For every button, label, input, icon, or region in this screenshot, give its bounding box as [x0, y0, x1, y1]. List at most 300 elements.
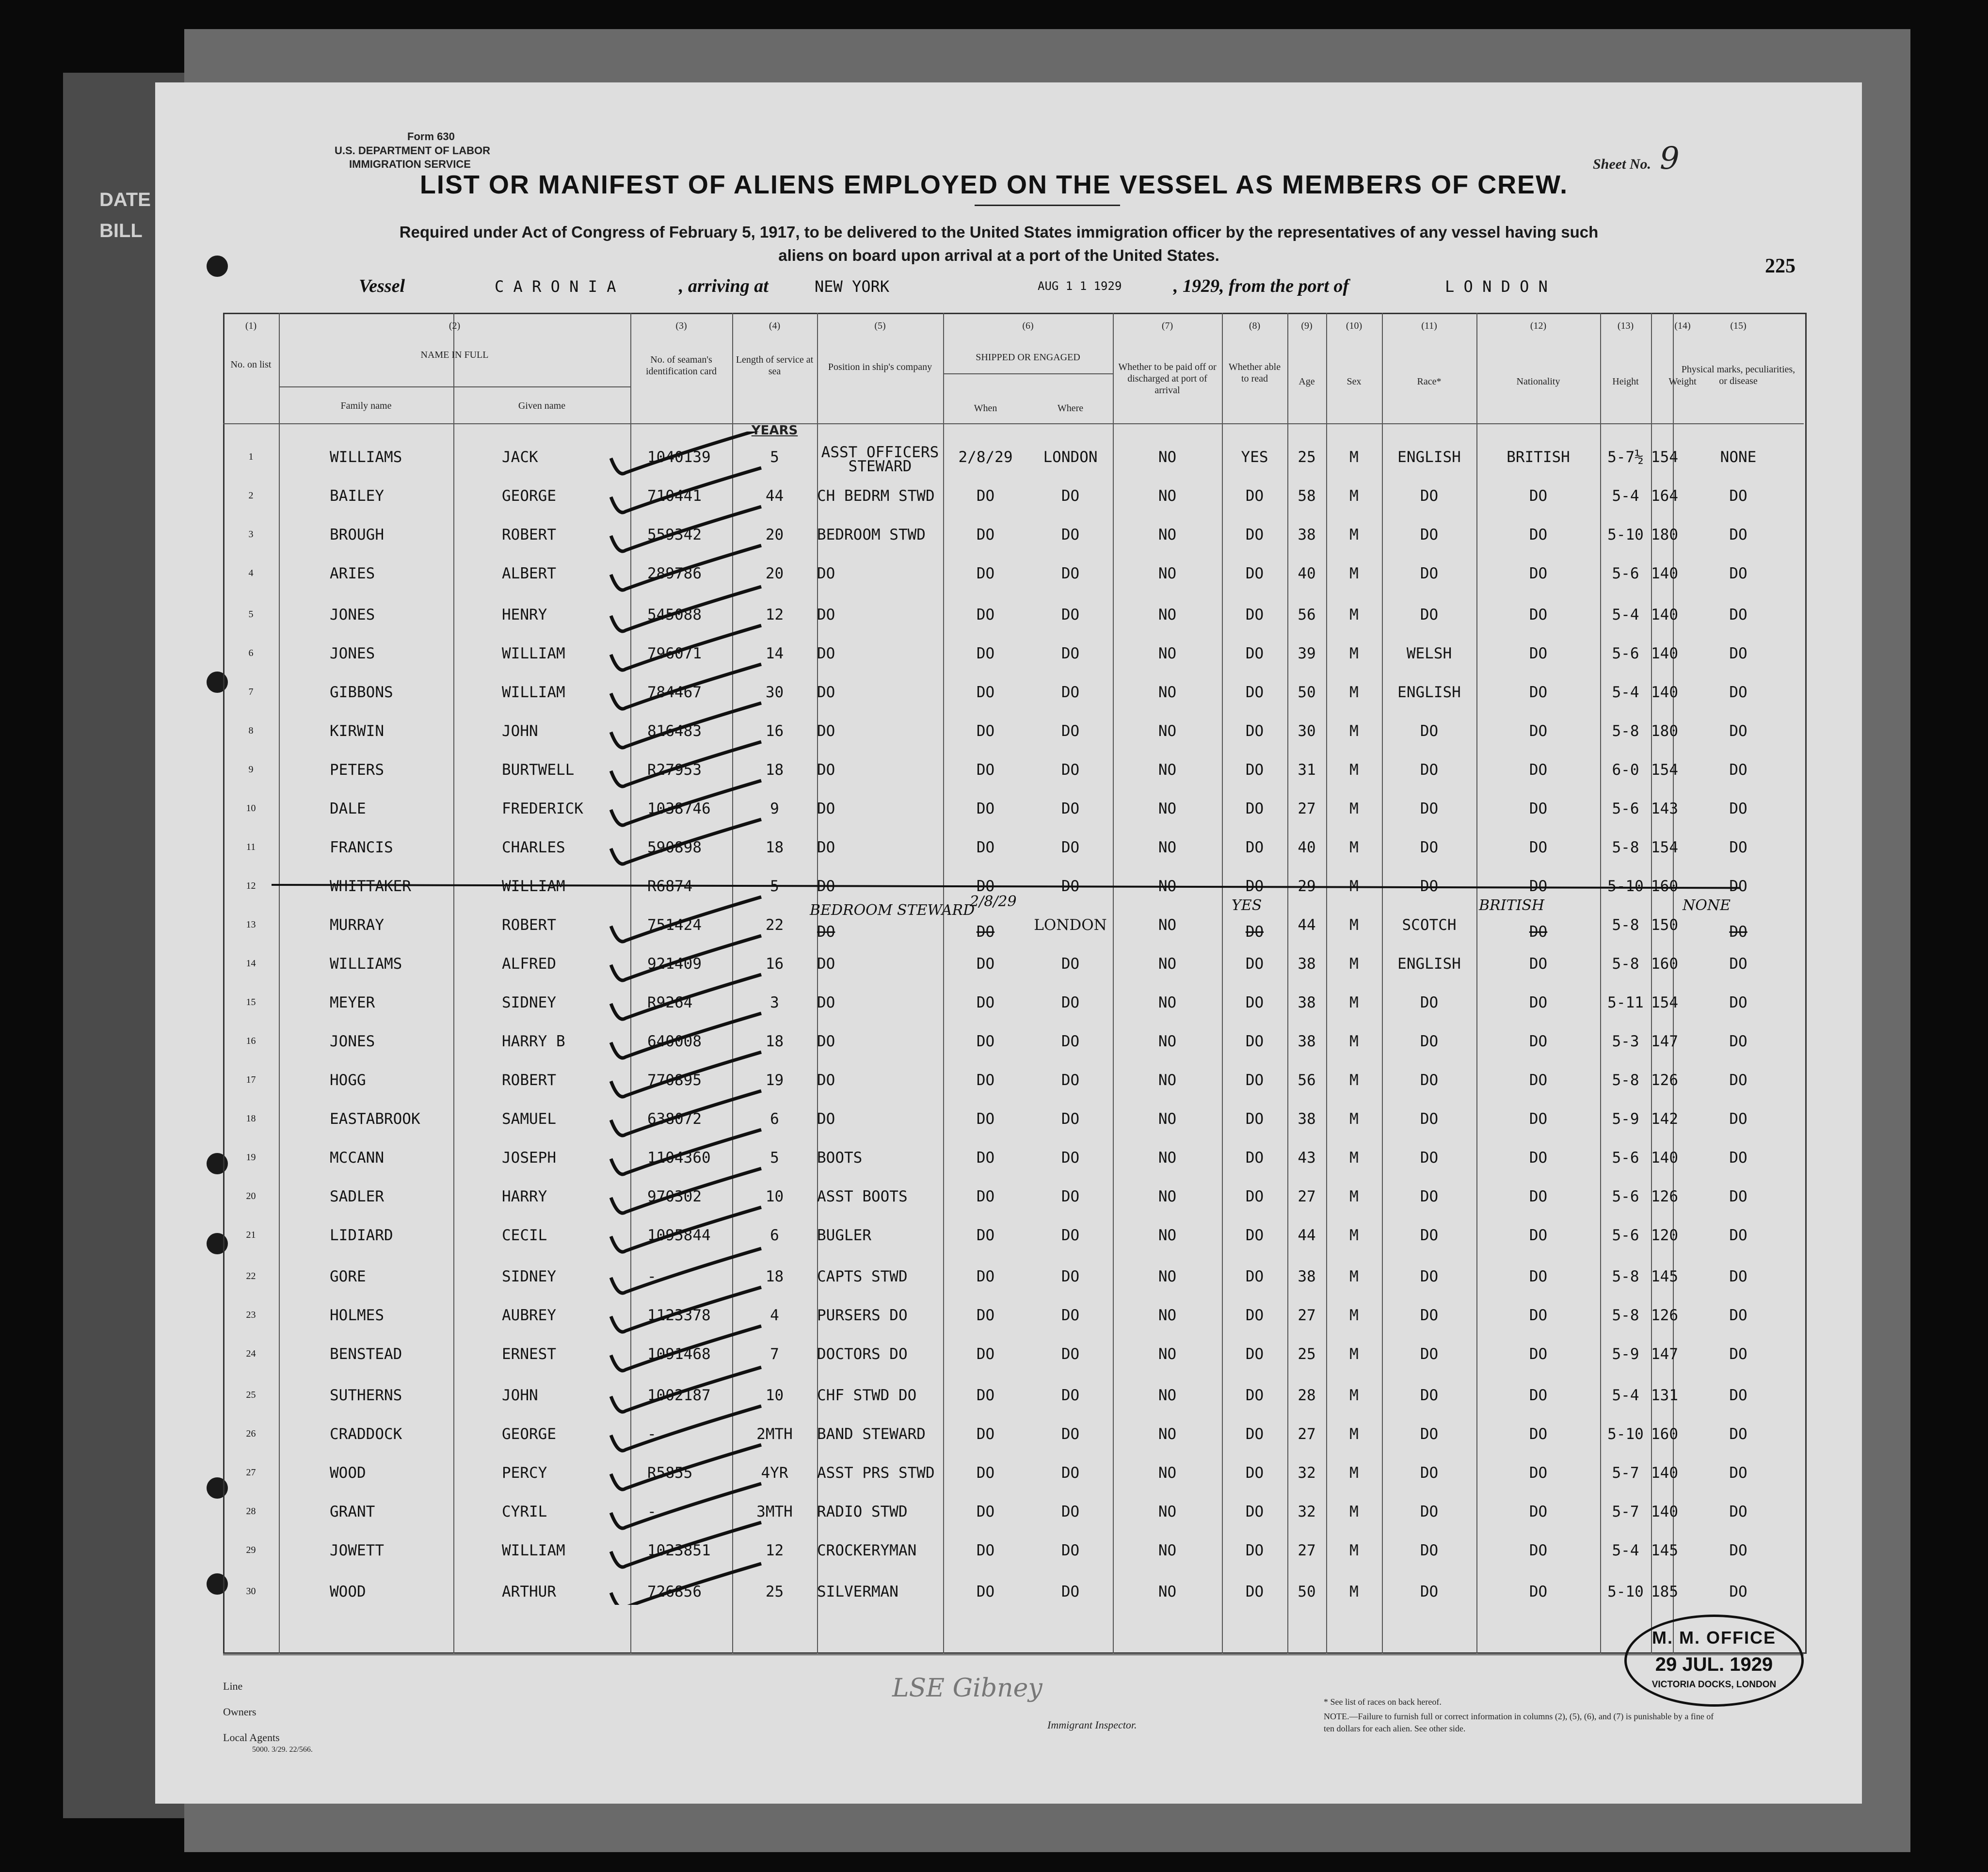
cell-marks: DO — [1729, 839, 1748, 856]
cell-position: DO — [817, 1110, 835, 1128]
cell-age: 40 — [1298, 565, 1316, 582]
cell-when: DO — [976, 955, 995, 973]
cell-nationality: BRITISH — [1507, 448, 1570, 466]
cell-no: 1 — [248, 451, 254, 462]
cell-card: 784467 — [647, 684, 702, 701]
cell-position: RADIO STWD — [817, 1503, 908, 1520]
cell-when: DO — [976, 565, 995, 582]
cell-height: 5-6 — [1612, 645, 1639, 662]
column-rule — [1600, 313, 1601, 1654]
cell-paid: NO — [1158, 1110, 1177, 1128]
cell-weight: 147 — [1651, 1033, 1678, 1050]
cell-race: SCOTCH — [1402, 916, 1457, 934]
cell-read: DO — [1245, 487, 1264, 505]
cell-position: ASST PRS STWD — [817, 1464, 935, 1482]
cell-no: 3 — [248, 529, 254, 540]
cell-no: 6 — [248, 648, 254, 658]
column-number: (2) — [449, 320, 461, 331]
cell-family: SADLER — [330, 1188, 384, 1205]
cell-card: 710441 — [647, 487, 702, 505]
cell-where: LONDON — [1034, 916, 1107, 934]
cell-when: DO — [976, 878, 995, 895]
cell-card: 1038746 — [647, 800, 711, 817]
cell-sex: M — [1349, 1387, 1359, 1404]
cell-weight: 147 — [1651, 1345, 1678, 1363]
cell-when: DO — [976, 1149, 995, 1167]
cell-no: 18 — [246, 1113, 256, 1124]
cell-race: DO — [1420, 1583, 1439, 1600]
cell-weight: 154 — [1651, 839, 1678, 856]
cell-given: CYRIL — [502, 1503, 547, 1520]
cell-where: DO — [1061, 606, 1080, 624]
cell-when: DO — [976, 606, 995, 624]
cell-card: 1091468 — [647, 1345, 711, 1363]
cell-service: 19 — [765, 1072, 784, 1089]
cell-read: YES — [1241, 448, 1268, 466]
cell-where: DO — [1061, 1149, 1080, 1167]
cell-no: 28 — [246, 1506, 256, 1517]
cell-position: DO — [817, 645, 835, 662]
column-rule — [1113, 313, 1114, 1654]
cell-card: R27953 — [647, 761, 702, 779]
year-label: , 1929, from the port of — [1173, 276, 1349, 296]
cell-sex: M — [1349, 1033, 1359, 1050]
cell-card: 638072 — [647, 1110, 702, 1128]
cell-race: DO — [1420, 526, 1439, 544]
cell-family: EASTABROOK — [330, 1110, 420, 1128]
cell-height: 5-7 — [1612, 1464, 1639, 1482]
cell-service: 16 — [765, 955, 784, 973]
cell-where: DO — [1061, 722, 1080, 740]
cell-height: 5-6 — [1612, 1227, 1639, 1244]
cell-given: JOHN — [502, 722, 538, 740]
cell-race: ENGLISH — [1397, 955, 1461, 973]
cell-position: DO — [817, 1072, 835, 1089]
cell-family: WOOD — [330, 1464, 366, 1482]
page-number: 225 — [1765, 255, 1796, 277]
header-physical: Physical marks, peculiarities, or disease — [1681, 364, 1796, 386]
cell-service: 6 — [770, 1227, 779, 1244]
cell-card: 559342 — [647, 526, 702, 544]
cell-paid: NO — [1158, 1345, 1177, 1363]
cell-age: 38 — [1298, 994, 1316, 1011]
cell-service: 18 — [765, 1033, 784, 1050]
cell-weight: 126 — [1651, 1307, 1678, 1324]
cell-family: WILLIAMS — [330, 955, 402, 973]
column-rule — [1287, 313, 1288, 1654]
cell-service: 10 — [765, 1387, 784, 1404]
cell-paid: NO — [1158, 994, 1177, 1011]
cell-sex: M — [1349, 722, 1359, 740]
hand-nationality: BRITISH — [1479, 897, 1545, 914]
cell-service: 18 — [765, 761, 784, 779]
header-age: Age — [1299, 376, 1315, 387]
cell-read: DO — [1245, 684, 1264, 701]
cell-age: 39 — [1298, 645, 1316, 662]
cell-where: DO — [1061, 800, 1080, 817]
cell-age: 32 — [1298, 1464, 1316, 1482]
cell-height: 5-10 — [1607, 1583, 1644, 1600]
cell-family: GORE — [330, 1268, 366, 1285]
cell-read: DO — [1245, 839, 1264, 856]
cell-race: DO — [1420, 606, 1439, 624]
cell-read: DO — [1245, 606, 1264, 624]
cell-nationality: DO — [1529, 1345, 1548, 1363]
cell-race: ENGLISH — [1397, 684, 1461, 701]
cell-height: 5-6 — [1612, 1149, 1639, 1167]
column-rule — [732, 313, 733, 1654]
cell-when: DO — [976, 994, 995, 1011]
cell-service: 6 — [770, 1110, 779, 1128]
cell-no: 22 — [246, 1271, 256, 1281]
cell-marks: DO — [1729, 606, 1748, 624]
cell-card: 1023851 — [647, 1542, 711, 1559]
cell-card: 590898 — [647, 839, 702, 856]
cell-where: DO — [1061, 1110, 1080, 1128]
cell-weight: 143 — [1651, 800, 1678, 817]
cell-weight: 185 — [1651, 1583, 1678, 1600]
header-paid-off: Whether to be paid off or discharged at port of arrival — [1118, 362, 1217, 396]
cell-card: 1040139 — [647, 448, 711, 466]
column-number: (6) — [1022, 320, 1034, 331]
cell-sex: M — [1349, 565, 1359, 582]
column-rule — [1476, 313, 1477, 1654]
cell-when: DO — [976, 1110, 995, 1128]
cell-race: DO — [1420, 1033, 1439, 1050]
cell-no: 8 — [248, 725, 254, 736]
cell-nationality: DO — [1529, 955, 1548, 973]
cell-family: JOWETT — [330, 1542, 384, 1559]
cell-given: CECIL — [502, 1227, 547, 1244]
cell-sex: M — [1349, 1583, 1359, 1600]
cell-service: 3MTH — [756, 1503, 793, 1520]
cell-marks: DO — [1729, 1583, 1748, 1600]
cell-weight: 154 — [1651, 448, 1678, 466]
arriving-port: NEW YORK — [815, 277, 890, 296]
hand-when: 2/8/29 — [970, 893, 1017, 910]
cell-marks: DO — [1729, 1072, 1748, 1089]
column-number: (13) — [1617, 320, 1634, 331]
cell-marks: DO — [1729, 994, 1748, 1011]
cell-where: DO — [1061, 565, 1080, 582]
cell-nationality: DO — [1529, 1149, 1548, 1167]
cell-weight: 160 — [1651, 878, 1678, 895]
cell-weight: 140 — [1651, 1149, 1678, 1167]
cell-when: DO — [976, 1542, 995, 1559]
cell-age: 32 — [1298, 1503, 1316, 1520]
column-number: (12) — [1530, 320, 1547, 331]
cell-paid: NO — [1158, 761, 1177, 779]
cell-where: DO — [1061, 1542, 1080, 1559]
header-no-on-list: No. on list — [230, 359, 272, 370]
arriving-label: , arriving at — [679, 276, 769, 296]
cell-service: 44 — [765, 487, 784, 505]
cell-given: SAMUEL — [502, 1110, 556, 1128]
cell-family: LIDIARD — [330, 1227, 393, 1244]
service: IMMIGRATION SERVICE — [349, 158, 471, 171]
cell-weight: 142 — [1651, 1110, 1678, 1128]
header-years: YEARS — [751, 423, 798, 438]
cell-marks: DO — [1729, 684, 1748, 701]
cell-when: DO — [976, 761, 995, 779]
cell-service: 22 — [765, 916, 784, 934]
cell-nationality: DO — [1529, 565, 1548, 582]
cell-sex: M — [1349, 1149, 1359, 1167]
cell-weight: 131 — [1651, 1387, 1678, 1404]
cell-family: GIBBONS — [330, 684, 393, 701]
cell-nationality: DO — [1529, 606, 1548, 624]
cell-race: DO — [1420, 1345, 1439, 1363]
cell-card: 1002187 — [647, 1387, 711, 1404]
cell-read: DO — [1245, 722, 1264, 740]
cell-family: HOGG — [330, 1072, 366, 1089]
cell-where: DO — [1061, 1188, 1080, 1205]
cell-sex: M — [1349, 955, 1359, 973]
cell-no: 12 — [246, 880, 256, 891]
cell-position: DO — [817, 955, 835, 973]
cell-no: 15 — [246, 997, 256, 1008]
cell-where: DO — [1061, 487, 1080, 505]
cell-family: MCCANN — [330, 1149, 384, 1167]
cell-nationality: DO — [1529, 800, 1548, 817]
cell-weight: 140 — [1651, 606, 1678, 624]
cell-where: DO — [1061, 878, 1080, 895]
cell-sex: M — [1349, 1345, 1359, 1363]
cell-nationality: DO — [1529, 1033, 1548, 1050]
cell-height: 5-8 — [1612, 1072, 1639, 1089]
cell-race: DO — [1420, 1268, 1439, 1285]
column-number: (4) — [769, 320, 781, 331]
cell-height: 5-4 — [1612, 1542, 1639, 1559]
cell-given: PERCY — [502, 1464, 547, 1482]
row-rule — [223, 1654, 1804, 1655]
cell-height: 5-10 — [1607, 526, 1644, 544]
cell-no: 14 — [246, 958, 256, 969]
cell-card: 796071 — [647, 645, 702, 662]
local-agents-label: Local Agents — [223, 1731, 280, 1744]
vessel-label: Vessel — [359, 276, 405, 296]
cell-family: BAILEY — [330, 487, 384, 505]
cell-where: DO — [1061, 1503, 1080, 1520]
cell-age: 44 — [1298, 916, 1316, 934]
cell-family: WILLIAMS — [330, 448, 402, 466]
cell-marks: DO — [1729, 1503, 1748, 1520]
cell-sex: M — [1349, 839, 1359, 856]
cell-when: DO — [976, 1072, 995, 1089]
cell-no: 10 — [246, 803, 256, 814]
cell-marks: DO — [1729, 1464, 1748, 1482]
cell-given: WILLIAM — [502, 878, 565, 895]
cell-service: 7 — [770, 1345, 779, 1363]
cell-height: 5-8 — [1612, 916, 1639, 934]
cell-height: 5-4 — [1612, 487, 1639, 505]
cell-paid: NO — [1158, 800, 1177, 817]
cell-no: 30 — [246, 1586, 256, 1597]
cell-service: 12 — [765, 1542, 784, 1559]
cell-race: DO — [1420, 994, 1439, 1011]
cell-given: WILLIAM — [502, 645, 565, 662]
cell-age: 28 — [1298, 1387, 1316, 1404]
cell-position: BUGLER — [817, 1227, 871, 1244]
header-when: When — [974, 403, 997, 414]
cell-age: 56 — [1298, 606, 1316, 624]
cell-sex: M — [1349, 761, 1359, 779]
cell-paid: NO — [1158, 722, 1177, 740]
cell-age: 27 — [1298, 1425, 1316, 1443]
cell-family: PETERS — [330, 761, 384, 779]
cell-position: DO — [817, 1033, 835, 1050]
cell-age: 50 — [1298, 684, 1316, 701]
cell-when: DO — [976, 1464, 995, 1482]
cell-read: DO — [1245, 1149, 1264, 1167]
header-able-read: Whether able to read — [1228, 362, 1281, 384]
cell-race: DO — [1420, 1149, 1439, 1167]
cell-nationality: DO — [1529, 923, 1548, 941]
cell-read: DO — [1245, 994, 1264, 1011]
cell-read: DO — [1245, 761, 1264, 779]
cell-position: DO — [817, 878, 835, 895]
cell-card: - — [647, 1268, 657, 1285]
cell-race: DO — [1420, 565, 1439, 582]
cell-no: 23 — [246, 1310, 256, 1320]
stamp-top: M. M. OFFICE — [1652, 1628, 1776, 1648]
cell-nationality: DO — [1529, 1425, 1548, 1443]
office-stamp — [1624, 1615, 1804, 1707]
cell-read: DO — [1245, 1583, 1264, 1600]
cell-family: SUTHERNS — [330, 1387, 402, 1404]
cell-card: - — [647, 1425, 657, 1443]
cell-family: JONES — [330, 606, 375, 624]
cell-height: 5-8 — [1612, 839, 1639, 856]
page-title: LIST OR MANIFEST OF ALIENS EMPLOYED ON THE VESSEL AS MEMBERS OF CREW. — [419, 170, 1569, 199]
cell-nationality: DO — [1529, 1542, 1548, 1559]
cell-nationality: DO — [1529, 1072, 1548, 1089]
cell-family: BROUGH — [330, 526, 384, 544]
cell-height: 5-3 — [1612, 1033, 1639, 1050]
cell-weight: 180 — [1651, 526, 1678, 544]
header-id-card: No. of seaman's identification card — [645, 354, 717, 377]
cell-paid: NO — [1158, 1149, 1177, 1167]
cell-age: 40 — [1298, 839, 1316, 856]
cell-marks: DO — [1729, 1345, 1748, 1363]
cell-read: DO — [1245, 955, 1264, 973]
cell-weight: 145 — [1651, 1542, 1678, 1559]
stamp-date: 29 JUL. 1929 — [1655, 1654, 1773, 1675]
cell-sex: M — [1349, 1464, 1359, 1482]
cell-given: ALBERT — [502, 565, 556, 582]
cell-where: LONDON — [1043, 448, 1098, 466]
cell-no: 9 — [248, 764, 254, 775]
cell-when: DO — [976, 1307, 995, 1324]
cell-sex: M — [1349, 1307, 1359, 1324]
cell-age: 38 — [1298, 955, 1316, 973]
cell-nationality: DO — [1529, 878, 1548, 895]
hand-read: YES — [1232, 897, 1262, 914]
column-rule — [1673, 313, 1674, 1654]
cell-no: 24 — [246, 1348, 256, 1359]
cell-marks: DO — [1729, 722, 1748, 740]
cell-weight: 160 — [1651, 1425, 1678, 1443]
cell-card: 1095844 — [647, 1227, 711, 1244]
cell-marks: DO — [1729, 1188, 1748, 1205]
cell-height: 5-9 — [1612, 1345, 1639, 1363]
cell-where: DO — [1061, 1583, 1080, 1600]
cell-weight: 120 — [1651, 1227, 1678, 1244]
cell-given: FREDERICK — [502, 800, 583, 817]
cell-given: ROBERT — [502, 1072, 556, 1089]
cell-height: 5-7½ — [1607, 448, 1644, 466]
cell-paid: NO — [1158, 1387, 1177, 1404]
cell-nationality: DO — [1529, 487, 1548, 505]
cell-family: FRANCIS — [330, 839, 393, 856]
punch-hole — [207, 256, 228, 277]
cell-race: DO — [1420, 1503, 1439, 1520]
cell-family: GRANT — [330, 1503, 375, 1520]
cell-position: DO — [817, 923, 835, 941]
cell-given: ALFRED — [502, 955, 556, 973]
cell-when: DO — [976, 1188, 995, 1205]
cell-no: 26 — [246, 1428, 256, 1439]
cell-paid: NO — [1158, 1307, 1177, 1324]
cell-read: DO — [1245, 1464, 1264, 1482]
cell-position: DOCTORS DO — [817, 1345, 908, 1363]
cell-where: DO — [1061, 839, 1080, 856]
cell-where: DO — [1061, 1307, 1080, 1324]
cell-position: PURSERS DO — [817, 1307, 908, 1324]
cell-card: 1123378 — [647, 1307, 711, 1324]
cell-weight: 180 — [1651, 722, 1678, 740]
cell-when: DO — [976, 839, 995, 856]
cell-paid: NO — [1158, 839, 1177, 856]
cell-position: DO — [817, 800, 835, 817]
header-nationality: Nationality — [1516, 376, 1560, 387]
cell-marks: DO — [1729, 1425, 1748, 1443]
cell-age: 27 — [1298, 1307, 1316, 1324]
cell-family: WOOD — [330, 1583, 366, 1600]
cell-given: HARRY B — [502, 1033, 565, 1050]
cell-service: 9 — [770, 800, 779, 817]
cell-position: CH BEDRM STWD — [817, 487, 935, 505]
cell-height: 5-4 — [1612, 1387, 1639, 1404]
cell-height: 5-8 — [1612, 1307, 1639, 1324]
cell-paid: NO — [1158, 1268, 1177, 1285]
cell-no: 7 — [248, 687, 254, 697]
cell-race: DO — [1420, 878, 1439, 895]
vessel-name: C A R O N I A — [495, 277, 616, 296]
print-code: 5000. 3/29. 22/566. — [252, 1745, 313, 1754]
cell-where: DO — [1061, 1227, 1080, 1244]
cell-position: DO — [817, 606, 835, 624]
cell-height: 5-6 — [1612, 565, 1639, 582]
cell-race: DO — [1420, 761, 1439, 779]
cell-height: 5-8 — [1612, 955, 1639, 973]
cell-where: DO — [1061, 761, 1080, 779]
subtitle — [310, 221, 1687, 267]
cell-paid: NO — [1158, 1227, 1177, 1244]
cell-position: DO — [817, 761, 835, 779]
column-number: (10) — [1346, 320, 1363, 331]
cell-card: 921409 — [647, 955, 702, 973]
cell-race: DO — [1420, 1072, 1439, 1089]
cell-age: 27 — [1298, 1542, 1316, 1559]
cell-sex: M — [1349, 645, 1359, 662]
column-number: (7) — [1161, 320, 1173, 331]
header-length-service: Length of service at sea — [736, 354, 814, 377]
cell-when: DO — [976, 526, 995, 544]
cell-marks: DO — [1729, 1268, 1748, 1285]
cell-weight: 164 — [1651, 487, 1678, 505]
cell-age: 30 — [1298, 722, 1316, 740]
